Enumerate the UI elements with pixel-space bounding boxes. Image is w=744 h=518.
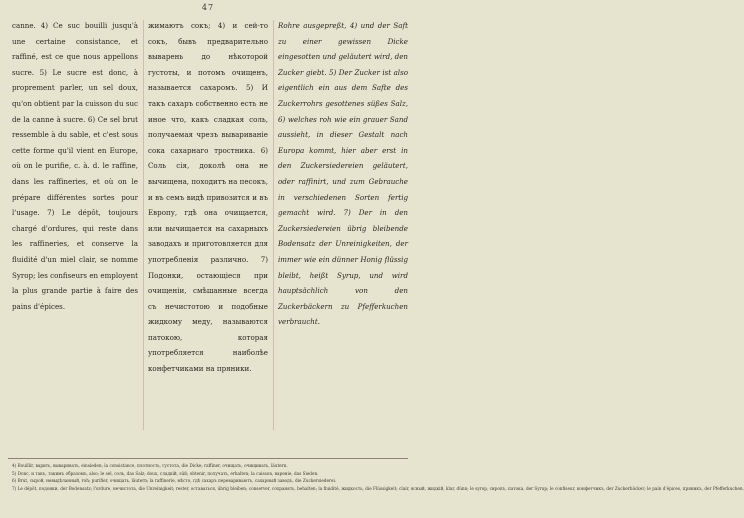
column-divider bbox=[143, 20, 144, 430]
column-divider bbox=[273, 20, 274, 430]
page-number: 47 bbox=[201, 3, 215, 12]
footnote: 4) Bouillir, варить, вываривать, einsieden; la consistance, плотность, густота, die Dicke; raffiner, очищать, очищивать, läutern. bbox=[12, 463, 288, 468]
german-column bbox=[278, 18, 408, 436]
footnote-rule bbox=[8, 458, 408, 459]
german-text: Rohre ausgepreßt, 4) und der Saft zu einer gewissen Dicke eingesotten und geläutert wird, den Zucker giebt. 5) Der Zucker ist also eigentlich ein aus dem Safte des Zuckerrohrs gesottenes süßes Salz, 6) welches roh wie ein grauer Sand aussieht, in dieser Gestalt nach Europa kommt, hier aber erst in den Zuckersiedereien geläutert, oder raffinirt, und zum Gebrauche in verschiedenen Sorten fertig gemacht wird. 7) Der in den Zuckersiedereien übrig bleibende Bodensatz der Unreinigkeiten, der immer wie ein dünner Honig flüssig bleibt, heißt Syrup, und wird hauptsächlich von den Zuckerbäckern zu Pfefferkuchen verbraucht. bbox=[278, 21, 408, 327]
russian-text: жимаютъ сокъ; 4) и сей-то сокъ, бывъ предварительно выварень до нѣкоторой густоты, и потомъ очищенъ, называется сахаромъ. 5) И такъ сахаръ собственно есть не иное что, какъ сладкая соль, получаемая чрезъ вывариваніе сока сахарнаго тростника. 6) Соль сія, доколѣ она не вычищена, походитъ на песокъ, и въ семъ видѣ привозится и въ Европу, гдѣ она очищается, или вычищается на сахарныхъ заводахъ и приготовляется для употребленія различно. 7) Подонки, остающіеся при очищеніи, смѣшанные всегда съ нечистотою и подобные жидкому меду, называются патокою, которая употребляется наиболѣе конфетчиками на пряники. bbox=[148, 21, 268, 374]
footnote: 5) Donc, и такъ, такимъ образомъ, also; le sel, соль, das Salz; doux, сладкій, süß; obtenir, получать, erhalten; la cuisson, вареніе, das Sieden. bbox=[12, 470, 319, 476]
french-text: canne. 4) Ce suc bouilli jusqu'à une certaine consistance, et raffiné, est ce que nous appellons sucre. 5) Le sucre est donc, à proprement parler, un sel doux, qu'on obtient par la cuisson du suc de la canne à sucre. 6) Ce sel brut ressemble à du sable, et c'est sous cette forme qu'il vient en Europe, où on le purifie, c. à. d. le raffine, dans les raffineries, et où on le prépare différentes sortes pour l'usage. 7) Le dépôt, toujours chargé d'ordures, qui reste dans les raffineries, et conserve la fluidité d'un miel clair, se nomme Syrop; les confiseurs en employent la plus grande partie à faire des pains d'épices. bbox=[12, 21, 138, 311]
footnote: 6) Brut, сырой, невыдѣланный, roh; purifier, очищать, läutern; la raffinerie, мѣсто, гдѣ сахаръ перевариваютъ, сахарный заводъ, die Zuckersiederei. bbox=[12, 478, 337, 484]
russian-column bbox=[148, 18, 268, 436]
footnotes bbox=[12, 462, 744, 492]
french-column bbox=[12, 18, 138, 436]
footnote: 7) Le dépôt, подонки, der Bodensatz; l'ordure, нечистота, die Unreinigkeit; rester, оставаться, übrig bleiben; conserver, сохранять, behalten; la fluidité, жидкость, die Flüssigkeit; clair, ясный, жидкій, klar, dünn; le syrop, сиропъ, патока, der Syrup; le confiseur, конфетчикъ, der Zuckerbäcker; le pain d'épices, пряникъ, der Pfefferkuchen. bbox=[12, 485, 744, 491]
